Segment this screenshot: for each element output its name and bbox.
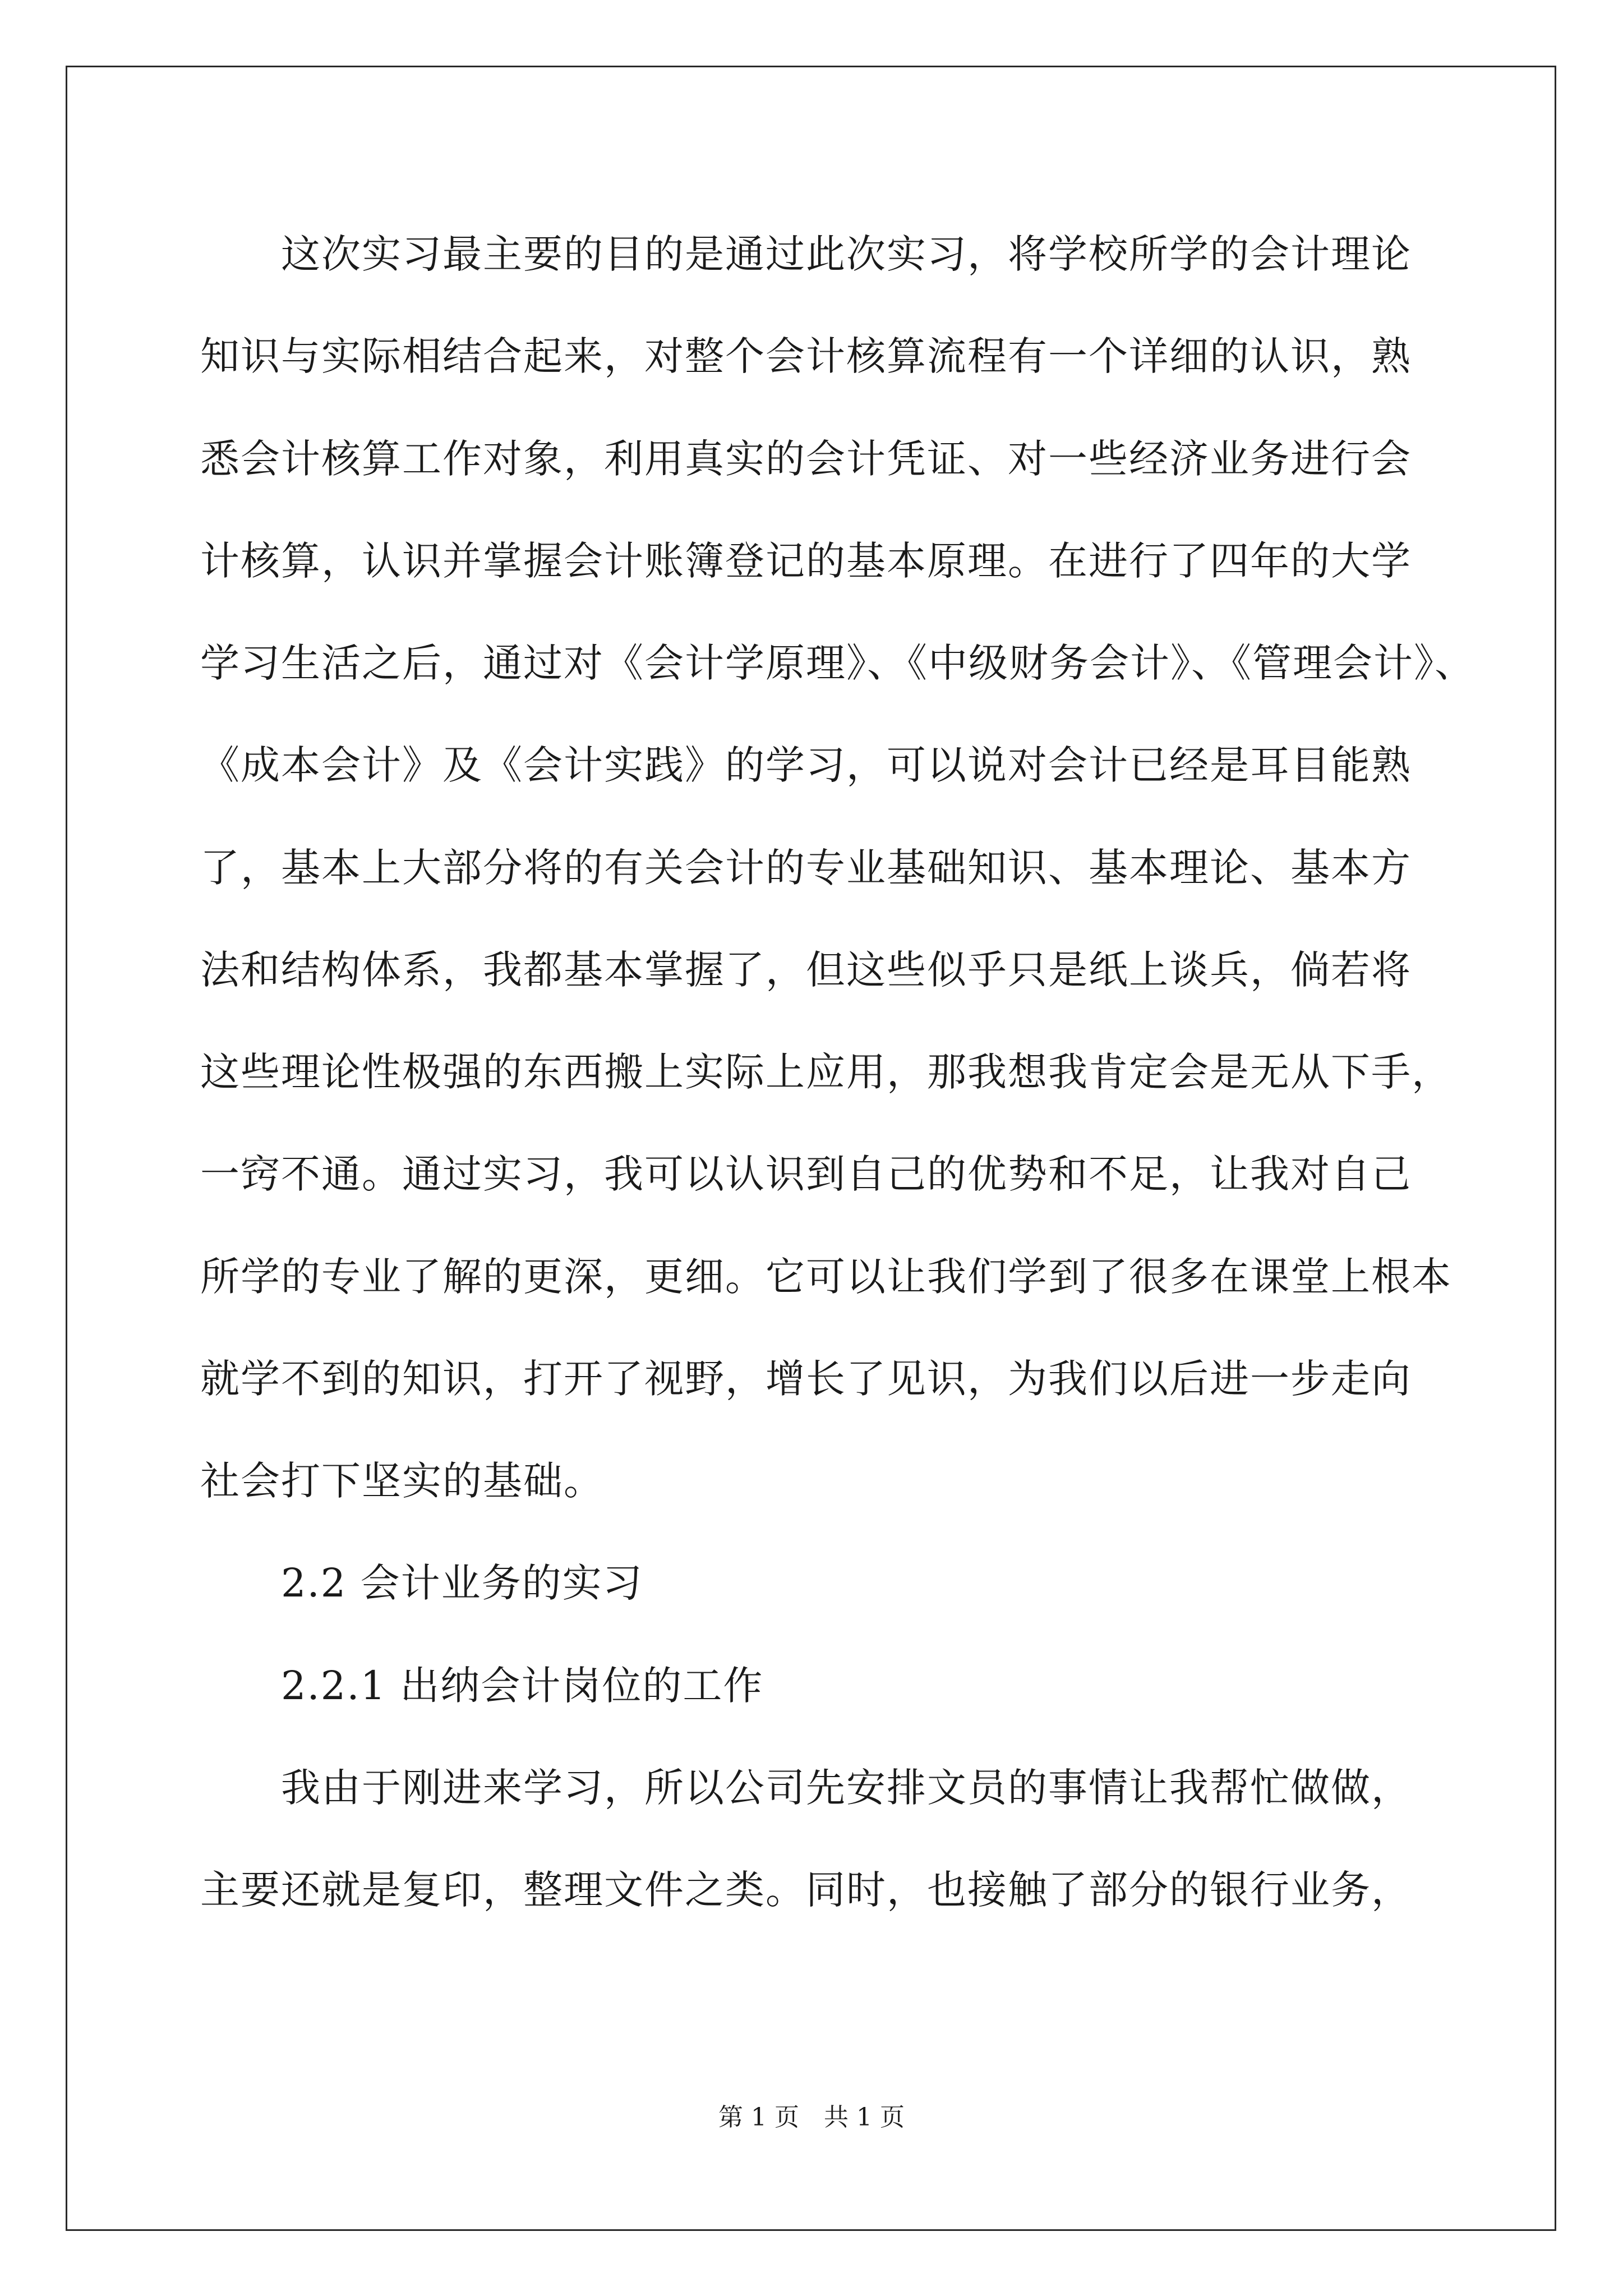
section-heading: 2.2 会计业务的实习 — [200, 1560, 643, 1606]
body-line: 知识与实际相结合起来，对整个会计核算流程有一个详细的认识，熟 — [200, 333, 1412, 379]
body-line: 《成本会计》及《会计实践》的学习，可以说对会计已经是耳目能熟 — [200, 742, 1412, 788]
body-line: 悉会计核算工作对象，利用真实的会计凭证、对一些经济业务进行会 — [200, 436, 1412, 482]
body-line: 学习生活之后，通过对《会计学原理》、《中级财务会计》、《管理会计》、 — [200, 640, 1475, 686]
subsection-heading: 2.2.1 出纳会计岗位的工作 — [200, 1663, 764, 1709]
body-line: 计核算，认识并掌握会计账簿登记的基本原理。在进行了四年的大学 — [200, 538, 1412, 584]
body-line: 法和结构体系，我都基本掌握了，但这些似乎只是纸上谈兵，倘若将 — [200, 947, 1412, 993]
body-line: 一窍不通。通过实习，我可以认识到自己的优势和不足，让我对自己 — [200, 1151, 1412, 1197]
body-line: 这些理论性极强的东西搬上实际上应用，那我想我肯定会是无从下手， — [200, 1049, 1452, 1095]
body-line: 这次实习最主要的目的是通过此次实习，将学校所学的会计理论 — [200, 231, 1412, 277]
body-line: 社会打下坚实的基础。 — [200, 1458, 604, 1504]
body-line: 我由于刚进来学习，所以公司先安排文员的事情让我帮忙做做， — [200, 1765, 1412, 1811]
page-footer: 第 1 页 共 1 页 — [718, 2103, 905, 2132]
body-line: 主要还就是复印，整理文件之类。同时，也接触了部分的银行业务， — [200, 1867, 1412, 1913]
body-line: 了，基本上大部分将的有关会计的专业基础知识、基本理论、基本方 — [200, 845, 1412, 891]
body-line: 所学的专业了解的更深，更细。它可以让我们学到了很多在课堂上根本 — [200, 1254, 1452, 1300]
body-line: 就学不到的知识，打开了视野，增长了见识，为我们以后进一步走向 — [200, 1356, 1412, 1402]
